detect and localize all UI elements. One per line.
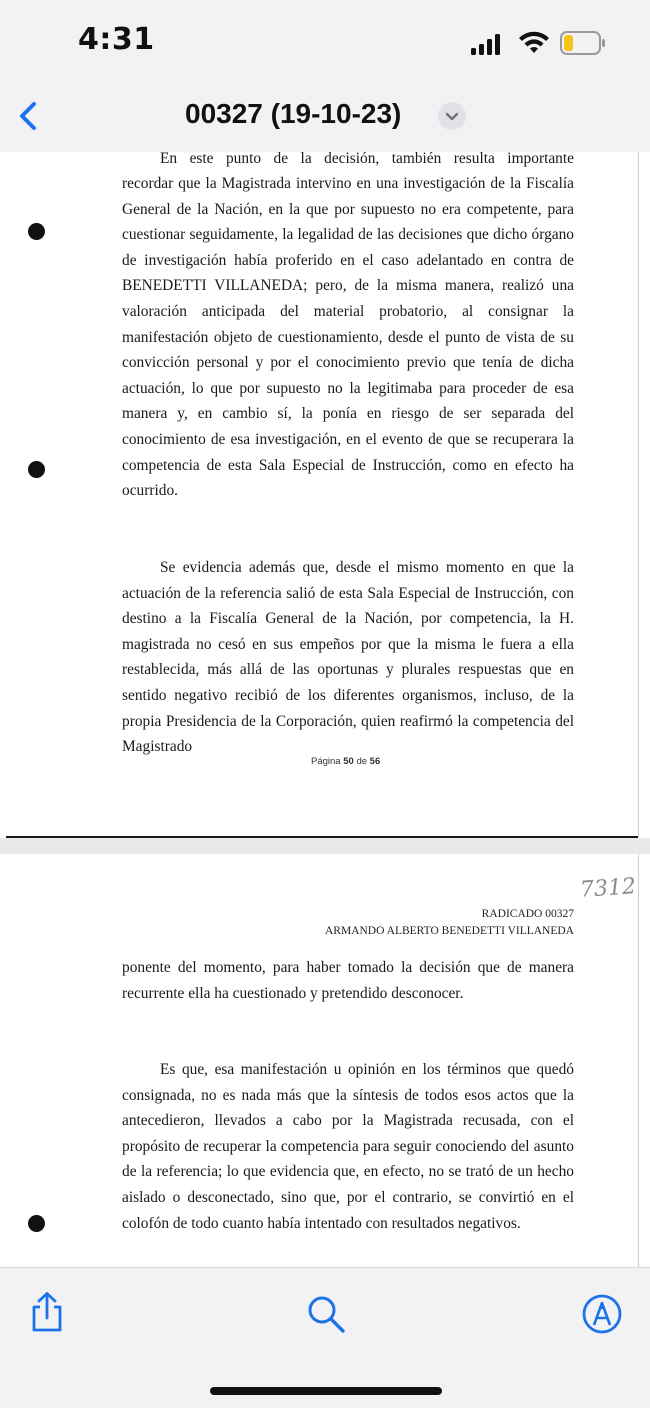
cellular-signal-icon: [471, 33, 501, 55]
share-icon[interactable]: [25, 1290, 69, 1334]
binder-hole-marker: [28, 223, 45, 240]
page1-paragraph2: Se evidencia además que, desde el mismo momento en que la actuación de la referencia salió de esta Sala Especial de Instrucción, con destino a la Fiscalía General de la Nación, por competencia, la H. magistrada no cesó en sus empeños por que la misma le fuera a ella restablecida, más allá de las oportunas y plurales respuestas que en sentido negativo recibió de los diferentes organismos, incluso, de la propia Presidencia de la Corporación, quien reafirmó la competencia del Magistrado: [122, 559, 574, 756]
binder-hole-marker: [28, 1215, 45, 1232]
home-indicator[interactable]: [210, 1387, 442, 1395]
handwritten-folio-number: 7312: [579, 874, 637, 903]
page-header-radicado: RADICADO 00327: [481, 908, 574, 920]
page-gap: [0, 838, 650, 854]
page2-paragraph2: Es que, esa manifestación u opinión en los términos que quedó consignada, no es nada más que la síntesis de todos esos actos que la antecedieron, llevados a cabo por la Magistrada recusada, con el propósito de recuperar la competencia para seguir conociendo del asunto de la referencia; lo que evidencia que, en efecto, no se trató de un hecho aislado o desconectado, sino que, por el contrario, se convirtió en el colofón de todo cuanto había intentado con resultados negativos.: [122, 1061, 574, 1232]
wifi-icon: [518, 30, 550, 56]
binder-hole-marker: [28, 461, 45, 478]
page2-paragraph1: ponente del momento, para haber tomado la decisión que de manera recurrente ella ha cuestionado y pretendido desconocer.: [122, 959, 574, 1002]
page1-paragraph1: recordar que la Magistrada intervino en una investigación de la Fiscalía General de la Nación, en la que por supuesto no era competente, para cuestionar seguidamente, la legalidad de las decisiones que dicho órgano de investigación había proferido en el caso adelantado en contra de BENEDETTI VILLANEDA; pero, de la misma manera, realizó una valoración anticipada del material probatorio, al consignar la manifestación objeto de cuestionamiento, desde el punto de vista de su convicción personal y por el conocimiento previo que tenía de dicha actuación, lo que por supuesto no la legitimaba para proceder de esa manera y, en cambio sí, la ponía en riesgo de ser separada del conocimiento de esa investigación, en el evento de que se recuperara la competencia de esta Sala Especial de Instrucción, como en efecto ha ocurrido.: [122, 175, 574, 500]
back-button[interactable]: [10, 94, 50, 138]
page-label: Página: [311, 756, 341, 767]
page1-paragraph1-first-line: En este punto de la decisión, también resulta importante: [160, 152, 574, 167]
page-total: 56: [369, 756, 381, 767]
status-bar: [0, 0, 650, 86]
page-number: [311, 756, 380, 767]
page-header-name: ARMANDO ALBERTO BENEDETTI VILLANEDA: [325, 925, 574, 937]
page-of: de: [356, 756, 368, 767]
chevron-down-icon[interactable]: [438, 102, 466, 130]
search-icon[interactable]: [304, 1292, 348, 1336]
bottom-toolbar: [0, 1267, 650, 1408]
status-time: 4:31: [78, 22, 155, 57]
document-viewer[interactable]: [0, 152, 650, 1267]
battery-low-icon: [560, 30, 606, 56]
page-current: 50: [343, 756, 354, 767]
document-title[interactable]: 00327 (19-10-23): [185, 98, 402, 129]
navigation-bar: [0, 86, 650, 153]
markup-pen-icon[interactable]: [580, 1292, 624, 1336]
